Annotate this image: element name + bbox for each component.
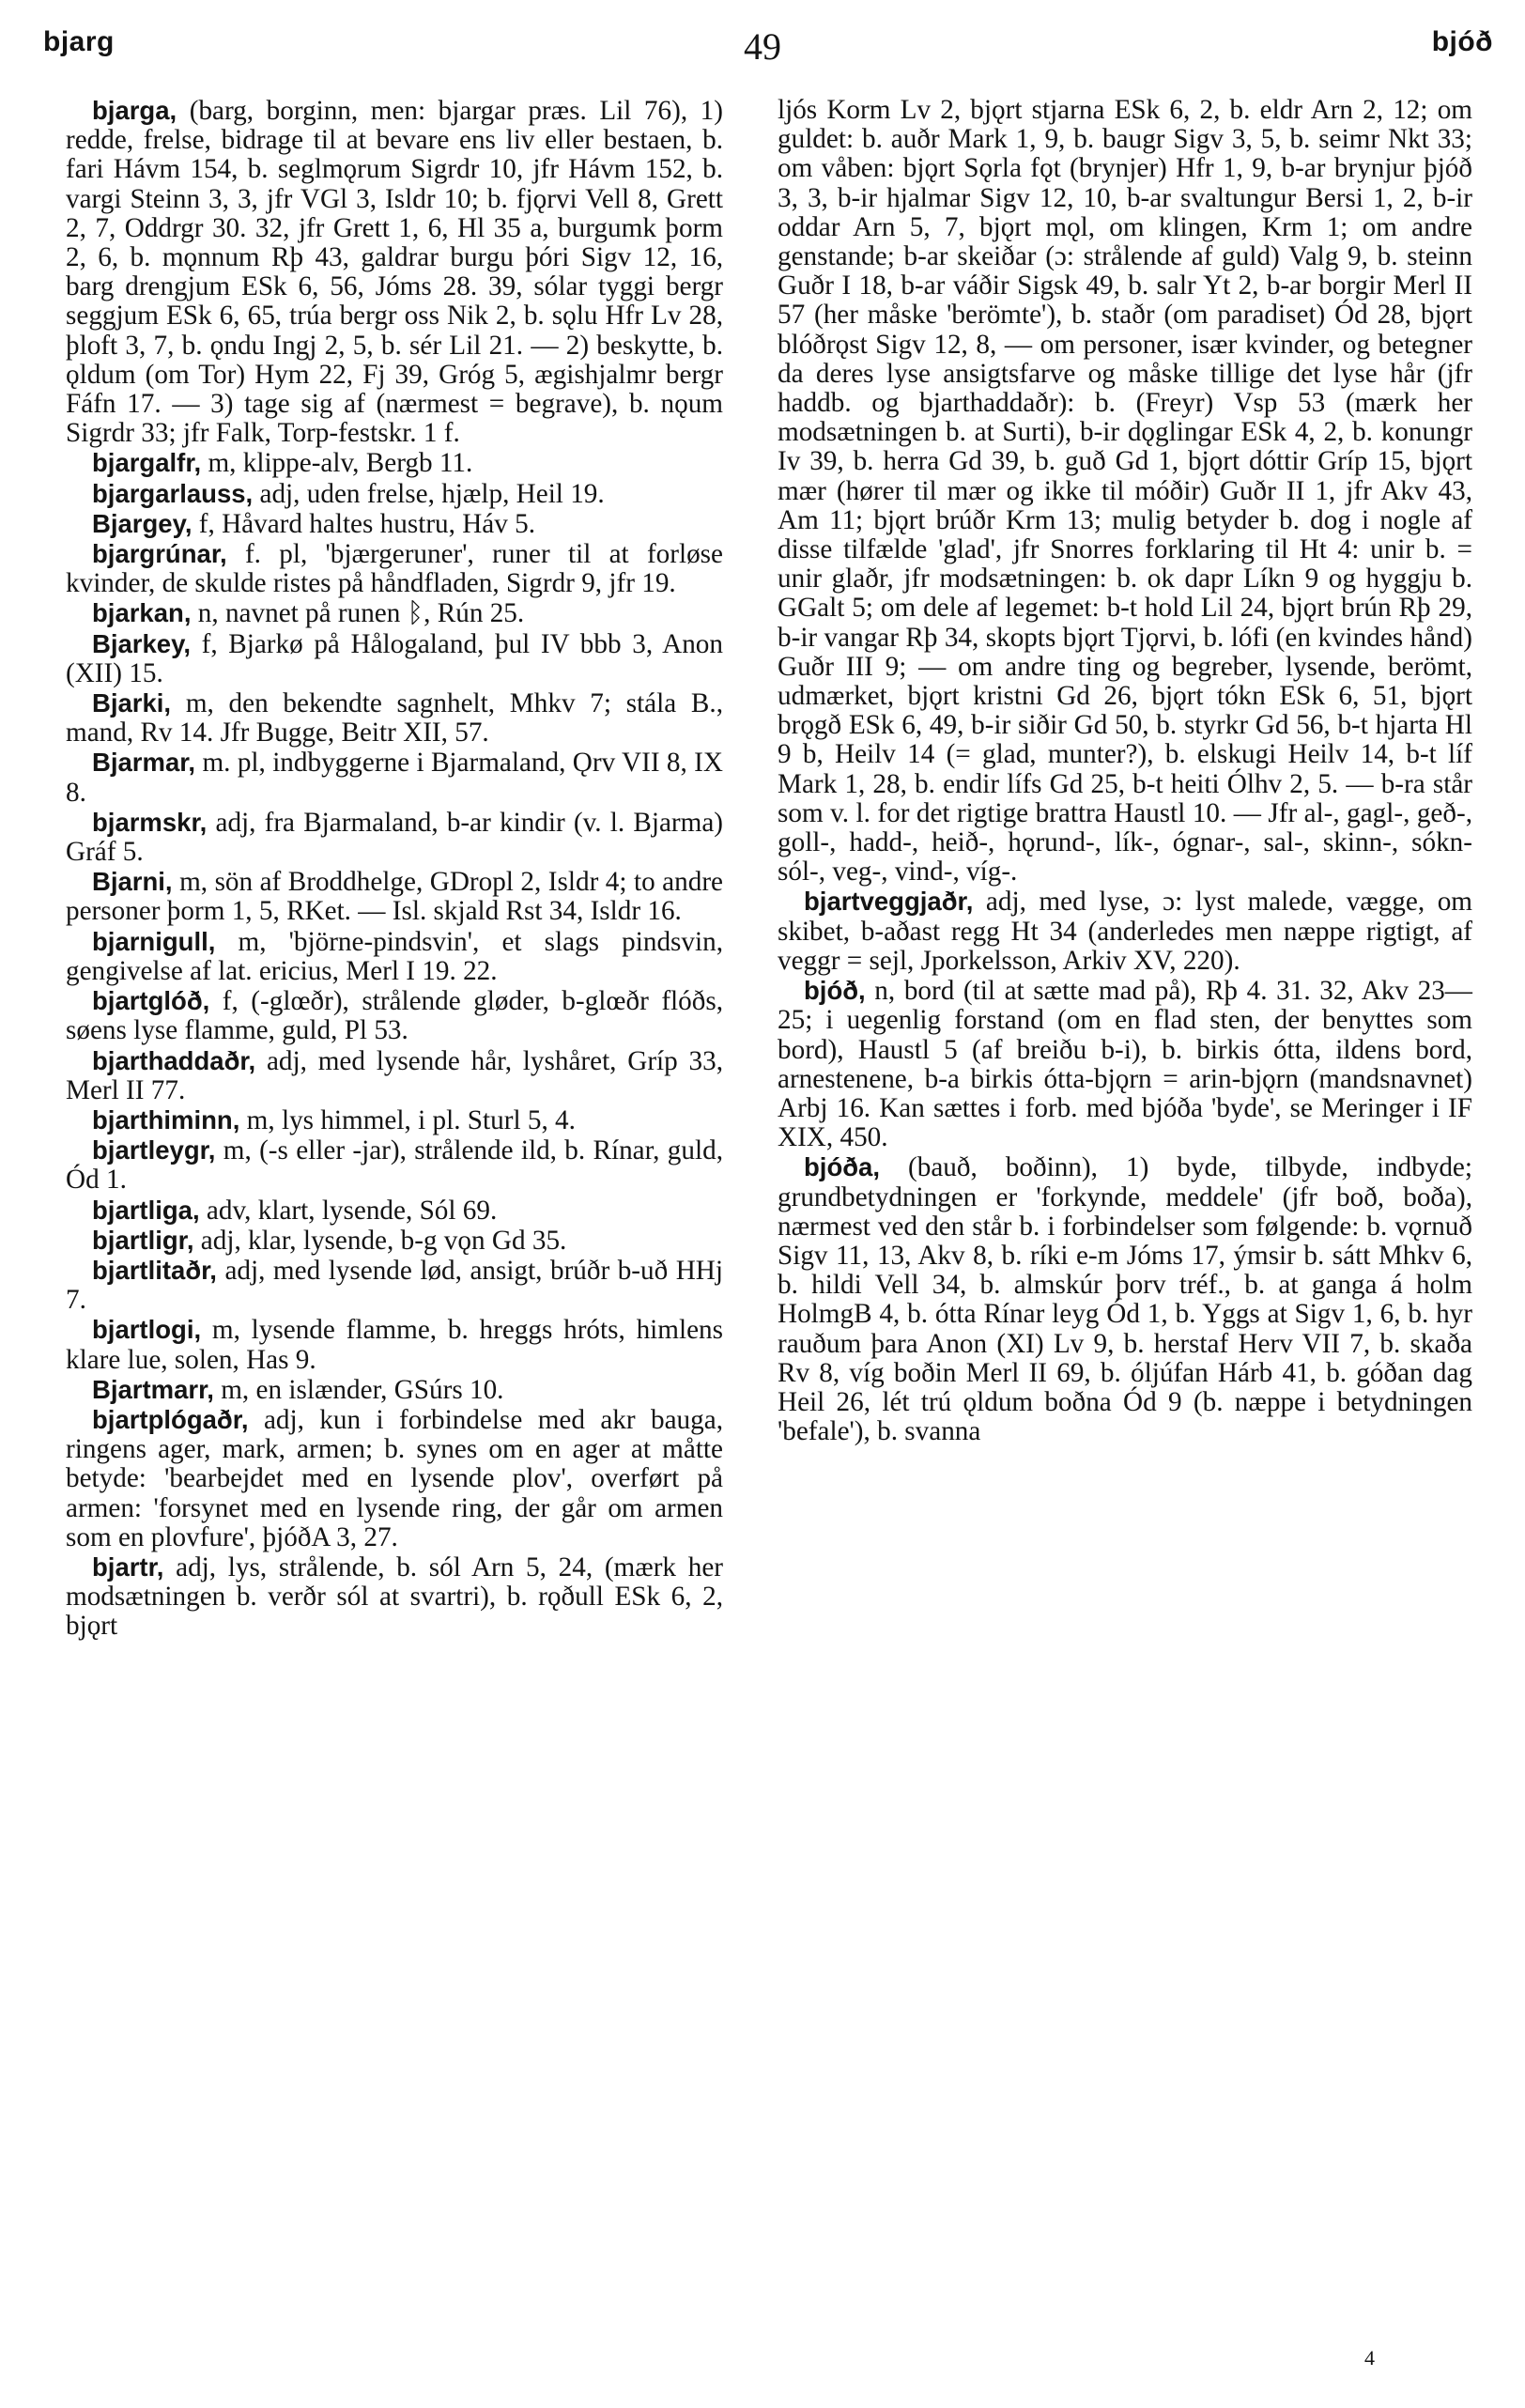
dictionary-entry — [778, 976, 1472, 1152]
entry-text: adv, klart, lysende, Sól 69. — [199, 1195, 498, 1226]
dictionary-entry — [66, 1405, 723, 1552]
headword: bjartr, — [92, 1551, 164, 1582]
entry-text: f. pl, 'bjærgeruner', runer til at forløse kvinder, de skulde ristes på håndfladen, Sigrdr 9, jfr 19. — [66, 539, 723, 599]
entry-text: f, Bjarkø på Hålogaland, þul IV bbb 3, Anon (XII) 15. — [66, 628, 723, 688]
entry-text: m, 'björne-pindsvin', et slags pindsvin, gengivelse af lat. ericius, Merl I 19. 22. — [66, 926, 723, 986]
headword: bjartligr, — [92, 1225, 194, 1255]
dictionary-entry — [778, 96, 1472, 887]
headword: bjarthiminn, — [92, 1104, 240, 1135]
dictionary-entry — [66, 1105, 723, 1135]
entry-text: m, lysende flamme, b. hreggs hróts, himlens klare lue, solen, Has 9. — [66, 1315, 723, 1375]
entry-text: (barg, borginn, men: bjargar præs. Lil 76), 1) redde, frelse, bidrage til at bevare ens liv eller bestaen, b. fari Hávm 154, b. seglmǫrum Sigrdr 10, jfr Hávm 152, b. vargi Steinn 3, 3, jfr VGl 3, Isldr 10; b. fjǫrvi Vell 8, Grett 2, 7, Oddrgr 30. 32, jfr Grett 1, 6, Hl 35 a, burgumk þorm 2, 6, b. mǫnnum Rþ 43, galdrar burgu þóri Sigv 12, 16, barg drengjum ESk 6, 56, Jóms 28. 39, sólar tyggi bergr seggjum ESk 6, 65, trúa bergr oss Nik 2, b. sǫlu Hfr Lv 28, þloft 3, 7, b. ǫndu Ingj 2, 5, b. sér Lil 21. — 2) beskytte, b. ǫldum (om Tor) Hym 22, Fj 39, Gróg 5, ægishjalmr bergr Fáfn 17. — 3) tage sig af (nærmest = begrave), b. nǫum Sigrdr 33; jfr Falk, Torp-festskr. 1 f. — [66, 96, 723, 449]
dictionary-entry — [66, 448, 723, 478]
entry-text: adj, med lyse, ɔ: lyst malede, vægge, om skibet, b-aðast regg Ht 34 (anderledes men næppe rigtigt, af veggr = sejl, Jporkelsson, Arkiv XV, 220). — [778, 887, 1472, 976]
dictionary-entry — [66, 1046, 723, 1105]
headword: bjóða, — [804, 1152, 880, 1182]
signature-mark: 4 — [1364, 2346, 1375, 2369]
headword: bjartveggjaðr, — [804, 887, 974, 917]
headword: bjarkan, — [92, 598, 192, 628]
entry-text: f, (-glœðr), strålende gløder, b-glœðr flóðs, søens lyse flamme, guld, Pl 53. — [66, 986, 723, 1046]
dictionary-entry — [66, 1375, 723, 1405]
page-number: 49 — [744, 25, 781, 68]
dictionary-entry — [66, 1196, 723, 1226]
headword: Bjarki, — [92, 688, 172, 718]
dictionary-entry — [778, 887, 1472, 976]
headword: bjartliga, — [92, 1195, 200, 1225]
dictionary-entry — [66, 867, 723, 926]
entry-text: adj, lys, strålende, b. sól Arn 5, 24, (mærk her modsætningen b. verðr sól at svartri), b. rǫðull ESk 6, 2, bjǫrt — [66, 1551, 723, 1642]
headword: bjarmskr, — [92, 807, 208, 837]
left-column — [66, 96, 723, 1642]
entry-text: adj, med lysende lød, ansigt, brúðr b-uð HHj 7. — [66, 1255, 723, 1316]
left-guide-word: bjarg — [43, 26, 115, 57]
dictionary-entry — [66, 1135, 723, 1195]
headword: bjargalfr, — [92, 448, 202, 478]
headword: Bjarmar, — [92, 748, 196, 778]
dictionary-entry — [66, 1226, 723, 1256]
entry-text: adj, med lysende hår, lyshåret, Gríp 33, Merl II 77. — [66, 1045, 723, 1105]
headword: bjarga, — [92, 96, 177, 125]
entry-text: adj, klar, lysende, b-g vǫn Gd 35. — [193, 1225, 567, 1256]
dictionary-entry — [66, 479, 723, 509]
headword: bjargrúnar, — [92, 539, 227, 569]
dictionary-entry — [66, 688, 723, 748]
dictionary-entry — [66, 927, 723, 986]
entry-text: m, den bekendte sagnhelt, Mhkv 7; stála B., mand, Rv 14. Jfr Bugge, Beitr XII, 57. — [66, 688, 723, 749]
dictionary-entry — [66, 1315, 723, 1374]
right-guide-word: bjóð — [1431, 26, 1493, 57]
entry-text: m, lys himmel, i pl. Sturl 5, 4. — [239, 1104, 576, 1135]
headword: bjóð, — [804, 976, 866, 1006]
entry-text: adj, fra Bjarmaland, b-ar kindir (v. l. Bjarma) Gráf 5. — [66, 807, 723, 868]
dictionary-entry — [778, 1152, 1472, 1446]
entry-text: f, Håvard haltes hustru, Háv 5. — [192, 508, 536, 539]
dictionary-entry — [66, 1552, 723, 1642]
entry-text: adj, uden frelse, hjælp, Heil 19. — [253, 478, 605, 509]
entry-text: m, (-s eller -jar), strålende ild, b. Rínar, guld, Ód 1. — [66, 1135, 723, 1196]
headword: bjartglóð, — [92, 986, 210, 1016]
headword: bjargarlauss, — [92, 478, 254, 508]
entry-text: (bauð, boðinn), 1) byde, tilbyde, indbyde; grundbetydningen er 'forkynde, meddele' (jfr boð, boða), nærmest ved den står b. i forbindelser som følgende: b. vǫrnuð Sigv 11, 13, Akv 8, b. ríki e-m Jóms 17, ýmsir b. sátt Mhkv 6, b. hildi Vell 34, b. almskúr þorv tréf., b. at ganga á holm HolmgB 4, b. ótta Rínar leyg Ód 1, b. Yggs at Sigv 1, 6, b. hyr rauðum þara Anon (XI) Lv 9, b. herstaf Herv VII 7, b. skaða Rv 8, víg boðin Merl II 69, b. óljúfan Hárb 41, b. góðan dag Heil 26, lét trú ǫldum boðna Ód 9 (b. næppe i betydningen 'befale'), b. svanna — [778, 1152, 1472, 1447]
headword: bjartplógaðr, — [92, 1404, 249, 1434]
dictionary-entry — [66, 986, 723, 1045]
headword: bjartlogi, — [92, 1315, 202, 1345]
entry-text: n, bord (til at sætte mad på), Rþ 4. 31. 32, Akv 23—25; i uegenlig forstand (om en flad sten, der benyttes som bord), Haustl 5 (af breiðu b-i), b. birkis ótta, ildens bord, arnestenene, b-a birkis ótta-bjǫrn = arin-bjǫrn (mandsnavnet) Arbj 16. Kan sættes i forb. med bjóða 'byde', se Meringer i IF XIX, 450. — [778, 976, 1472, 1153]
entry-text: m, klippe-alv, Bergb 11. — [201, 448, 473, 479]
dictionary-entry — [66, 808, 723, 867]
dictionary-entry — [66, 1256, 723, 1315]
headword: Bjartmarr, — [92, 1374, 214, 1404]
entry-text: m, en islænder, GSúrs 10. — [213, 1374, 504, 1405]
headword: bjartleygr, — [92, 1135, 216, 1165]
dictionary-entry — [66, 96, 723, 448]
entry-text: n, navnet på runen ᛒ, Rún 25. — [191, 598, 525, 629]
dictionary-entry — [66, 539, 723, 598]
headword: Bjarni, — [92, 867, 173, 897]
dictionary-entry — [66, 509, 723, 539]
entry-text: ljós Korm Lv 2, bjǫrt stjarna ESk 6, 2, b. eldr Arn 2, 12; om guldet: b. auðr Mark 1, 9, b. baugr Sigv 3, 5, b. seimr Nkt 33; om våben: bjǫrt Sǫrla fǫt (brynjer) Hfr 1, 9, b-ar brynjur þjóð 3, 3, b-ir hjalmar Sigv 12, 10, b-ar svaltungur Bersi 1, 2, b-ir oddar Arn 5, 7, bjǫrt mǫl, om klingen, Krm 1; om andre genstande; b-ar skeiðar (ɔ: strålende af guld) Valg 9, b. steinn Guðr I 18, b-ar váðir Sigsk 49, b. salr Yt 2, b-ar borgir Merl II 57 (her måske 'berömte'), b. staðr (om paradiset) Ód 28, bjǫrt blóðrǫst Sigv 12, 8, — om personer, især kvinder, og betegner da deres lyse ansigtsfarve og måske tillige det lyse hår (jfr haddb. og bjarthaddaðr): b. (Freyr) Vsp 53 (mærk her modsætningen b. at Surti), b-ir dǫglingar ESk 4, 2, b. konungr Iv 39, b. herra Gd 39, b. guð Gd 1, bjǫrt dóttir Gríp 15, bjǫrt mær (hører til mær og ikke til móðir) Guðr II 1, jfr Akv 43, Am 11; bjǫrt brúðr Krm 13; mulig betyder b. dog i nogle af disse tilfælde 'glad', jfr Snorres forklaring til Ht 4: unir b. = unir glaðr, jfr modsætningen: b. ok dapr Líkn 9 og hyggju b. GGalt 5; om dele af legemet: b-t hold Lil 24, bjǫrt brún Rþ 29, b-ir vangar Rþ 34, skopts bjǫrt Tjǫrvi, b. lófi (en kvindes hånd) Guðr III 9; — om andre ting og begreber, lysende, berömt, udmærket, bjǫrt kristni Gd 26, bjǫrt tókn ESk 6, 51, bjǫrt brǫgð ESk 6, 49, b-ir siðir Gd 50, b. styrkr Gd 56, b-t hjarta Hl 9 b, Heilv 14 (= glad, munter?), b. elskugi Heilv 14, b-t líf Mark 1, 28, b. endir lífs Gd 25, b-t heiti Ólhv 2, 5. — b-ra står som v. l. for det rigtige brattra Haustl 10. — Jfr al-, gagl-, geð-, goll-, hadd-, heið-, hǫrund-, lík-, ógnar-, sal-, skinn-, sókn- sól-, veg-, vind-, víg-. — [778, 95, 1472, 888]
dictionary-entry — [66, 598, 723, 628]
dictionary-entry — [66, 748, 723, 807]
headword: Bjargey, — [92, 508, 193, 538]
headword: bjarnigull, — [92, 926, 216, 956]
headword: bjarthaddaðr, — [92, 1045, 256, 1075]
headword: Bjarkey, — [92, 628, 191, 658]
headword: bjartlitaðr, — [92, 1255, 217, 1285]
dictionary-entry — [66, 629, 723, 688]
right-column — [778, 96, 1472, 1446]
entry-text: m, sön af Broddhelge, GDropl 2, Isldr 4; to andre personer þorm 1, 5, RKet. — Isl. skjald Rst 34, Isldr 16. — [66, 867, 723, 927]
entry-text: m. pl, indbyggerne i Bjarmaland, Ǫrv VII 8, IX 8. — [66, 748, 723, 808]
entry-text: adj, kun i forbindelse med akr bauga, ringens ager, mark, armen; b. synes om en ager at måtte betyde: 'bearbejdet med en lysende plov', overført på armen: 'forsynet med en lysende ring, der går om armen som en plovfure', þjóðA 3, 27. — [66, 1404, 723, 1552]
